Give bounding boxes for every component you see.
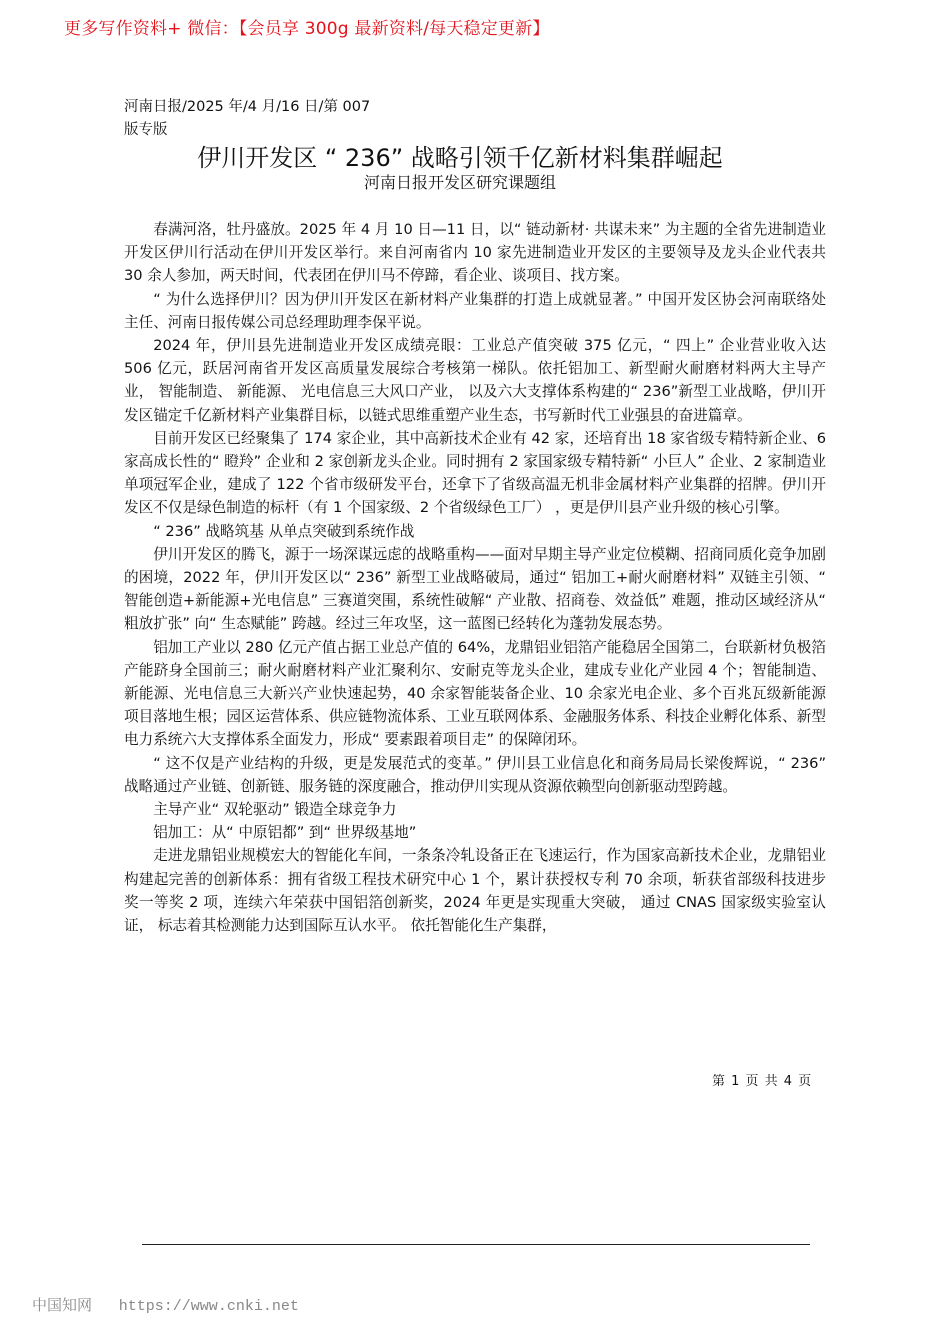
promo-banner: 更多写作资料+ 微信：【会员享 300g 最新资料/每天稳定更新】: [64, 19, 550, 39]
article-body: [124, 218, 826, 937]
footer: [32, 1294, 299, 1315]
cnki-url-link[interactable]: https://www.cnki.net: [118, 1298, 299, 1315]
section-heading: 主导产业“ 双轮驱动” 锻造全球竞争力: [153, 801, 397, 819]
footer-divider: [142, 1244, 810, 1245]
paragraph: 目前开发区已经聚集了 174 家企业，其中高新技术企业有 42 家，还培育出 18 家省级专精特新企业、6 家高成长性的“ 瞪羚” 企业和 2 家创新龙头企业。同时拥有 2 家国家级专精特新“ 小巨人” 企业、2 家制造业单项冠军企业，建成了 122 个省市级研发平台，还拿下了省级高温无机非金属材料产业集群的招牌。伊川开发区不仅是绿色制造的标杆（有 1 个国家级、2 个省级绿色工厂） ，更是伊川县产业升级的核心引擎。: [124, 429, 826, 517]
paragraph: “ 为什么选择伊川？因为伊川开发区在新材料产业集群的打造上成就显著。” 中国开发区协会河南联络处主任、河南日报传媒公司总经理助理李保平说。: [124, 290, 826, 331]
article-title: 伊川开发区 “ 236” 战略引领千亿新材料集群崛起: [197, 144, 723, 172]
paragraph: “ 这不仅是产业结构的升级，更是发展范式的变革。” 伊川县工业信息化和商务局局长梁俊辉说，“ 236” 战略通过产业链、创新链、服务链的深度融合，推动伊川实现从资源依赖型向创新驱动型跨越。: [124, 754, 826, 795]
cnki-brand: 中国知网: [32, 1296, 93, 1314]
paragraph: 走进龙鼎铝业规模宏大的智能化车间，一条条冷轧设备正在飞速运行，作为国家高新技术企业，龙鼎铝业构建起完善的创新体系：拥有省级工程技术研究中心 1 个，累计获授权专利 70 余项，斩获省部级科技进步奖一等奖 2 项，连续六年荣获中国铝箔创新奖，2024 年更是实现重大突破， 通过 CNAS 国家级实验室认证， 标志着其检测能力达到国际互认水平。 依托智能化生产集群，: [124, 847, 826, 935]
paragraph: 伊川开发区的腾飞，源于一场深谋远虑的战略重构——面对早期主导产业定位模糊、招商同质化竞争加剧的困境，2022 年，伊川开发区以“ 236” 新型工业战略破局，通过“ 铝加工+耐火耐磨材料” 双链主引领、“ 智能创造+新能源+光电信息” 三赛道突围，系统性破解“ 产业散、招商卷、效益低” 难题，推动区域经济从“ 粗放扩张” 向“ 生态赋能” 跨越。经过三年攻坚，这一蓝图已经转化为蓬勃发展态势。: [124, 545, 826, 633]
source-line: 河南日报/2025 年/4 月/16 日/第 007: [124, 99, 371, 115]
section-heading: “ 236” 战略筑基 从单点突破到系统作战: [153, 522, 415, 540]
paragraph: 2024 年，伊川县先进制造业开发区成绩亮眼：工业总产值突破 375 亿元，“ 四上” 企业营业收入达 506 亿元，跃居河南省开发区高质量发展综合考核第一梯队。依托铝加工、新型耐火耐磨材料两大主导产业， 智能制造、 新能源、 光电信息三大风口产业， 以及六大支撑体系构建的“ 236”新型工业战略，伊川开发区锚定千亿新材料产业集群目标，以链式思维重塑产业生态，书写新时代工业强县的奋进篇章。: [124, 337, 826, 424]
paragraph: 铝加工产业以 280 亿元产值占据工业总产值的 64%，龙鼎铝业铝箔产能稳居全国第二，台联新材负极箔产能跻身全国前三；耐火耐磨材料产业汇聚利尔、安耐克等龙头企业，建成专业化产业园 4 个；智能制造、新能源、光电信息三大新兴产业快速起势，40 余家智能装备企业、10 余家光电企业、多个百兆瓦级新能源项目落地生根；园区运营体系、供应链物流体系、工业互联网体系、金融服务体系、科技企业孵化体系、新型电力系统六大支撑体系全面发力，形成“ 要素跟着项目走” 的保障闭环。: [124, 638, 826, 749]
subsection-heading: 铝加工：从“ 中原铝都” 到“ 世界级基地”: [153, 824, 417, 842]
page-indicator: 第 1 页 共 4 页: [712, 1074, 813, 1089]
source-line-continued: 版专版: [124, 122, 168, 138]
paragraph: 春满河洛，牡丹盛放。2025 年 4 月 10 日—11 日，以“ 链动新材· 共谋未来” 为主题的全省先进制造业开发区伊川行活动在伊川开发区举行。来自河南省内 10 家先进制造业开发区的主要领导及龙头企业代表共 30 余人参加，两天时间，代表团在伊川马不停蹄，看企业、谈项目、找方案。: [124, 221, 826, 285]
article-byline: 河南日报开发区研究课题组: [363, 173, 556, 192]
